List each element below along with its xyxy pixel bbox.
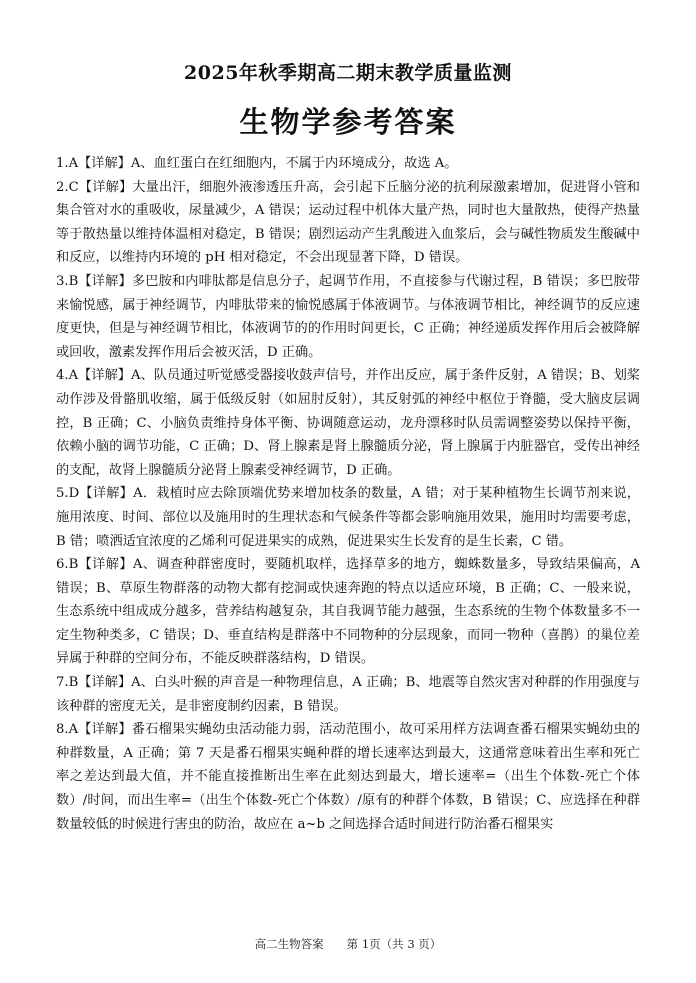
answer-3: 3.B【详解】多巴胺和内啡肽都是信息分子，起调节作用，不直接参与代谢过程，B 错误；多巴胺带来愉悦感，属于神经调节，内啡肽带来的愉悦感属于体液调节。与体液调节相比，神经调节的反应速度更快，但是与神经调节相比，体液调节的的作用时间更长，C 正确；神经递质发挥作用后会被降解或回收，激素发挥作用后会被灭活，D 正确。	[56, 273, 640, 360]
document-subtitle: 生物学参考答案	[239, 105, 457, 139]
answer-6: 6.B【详解】A、调查种群密度时，要随机取样，选择草多的地方，蜘蛛数量多，导致结果偏高，A 错误；B、草原生物群落的动物大都有挖洞或快速奔跑的特点以适应环境，B 正确；C、一般来说，生态系统中组成成分越多，营养结构越复杂，其自我调节能力越强，生态系统的生物个体数量多不一定生物种类多，C 错误；D、垂直结构是群落中不同物种的分层现象，而同一物种（喜鹊）的巢位差异属于种群的空间分布，不能反映群落结构，D 错误。	[56, 557, 640, 667]
exam-title: 2025年秋季期高二期末教学质量监测	[184, 62, 512, 84]
answer-8: 8.A【详解】番石榴果实蝇幼虫活动能力弱，活动范围小，故可采用样方法调查番石榴果实蝇幼虫的种群数量，A 正确；第 7 天是番石榴果实蝇种群的增长速率达到最大，这通常意味着出生率和死亡率之差达到最大值，并不能直接推断出生率在此刻达到最大，增长速率=（出生个体数-死亡个体数）/时间，而出生率=（出生个体数-死亡个体数）/原有的种群个体数，B 错误；C、应选择在种群数量较低的时候进行害虫的防治，故应在 a~b 之间选择合适时间进行防治番石榴果实	[56, 722, 640, 832]
answer-2: 2.C【详解】大量出汗，细胞外液渗透压升高，会引起下丘脑分泌的抗利尿激素增加，促进肾小管和集合管对水的重吸收，尿量减少，A 错误；运动过程中机体大量产热，同时也大量散热，使得产热量等于散热量以维持体温相对稳定，B 错误；剧烈运动产生乳酸进入血浆后，会与碱性物质发生酸碱中和反应，以维持内环境的 pH 相对稳定，不会出现显著下降，D 错误。	[56, 179, 640, 266]
answer-1: 1.A【详解】A、血红蛋白在红细胞内，不属于内环境成分，故选 A。	[56, 156, 458, 171]
page-footer: 高二生物答案 第 1页（共 3 页）	[254, 937, 442, 951]
answer-4: 4.A【详解】A、队员通过听觉感受器接收鼓声信号，并作出反应，属于条件反射，A 错误；B、划桨动作涉及骨骼肌收缩，属于低级反射（如屈肘反射），其反射弧的神经中枢位于脊髓，受大脑皮层调控，B 正确；C、小脑负责维持身体平衡、协调随意运动，龙舟漂移时队员需调整姿势以保持平衡，依赖小脑的调节功能，C 正确；D、肾上腺素是肾上腺髓质分泌，肾上腺属于内脏器官，受传出神经的支配，故肾上腺髓质分泌肾上腺素受神经调节，D 正确。	[56, 368, 640, 478]
answer-list	[56, 152, 640, 836]
answer-7: 7.B【详解】A、白头叶猴的声音是一种物理信息，A 正确；B、地震等自然灾害对种群的作用强度与该种群的密度无关，是非密度制约因素，B 错误。	[56, 675, 640, 714]
answer-5: 5.D【详解】A．栽植时应去除顶端优势来增加枝条的数量，A 错；对于某种植物生长调节剂来说，施用浓度、时间、部位以及施用时的生理状态和气候条件等都会影响施用效果，施用时均需要考虑，B 错；喷洒适宜浓度的乙烯利可促进果实的成熟，促进果实生长发育的是生长素，C 错。	[56, 486, 640, 549]
